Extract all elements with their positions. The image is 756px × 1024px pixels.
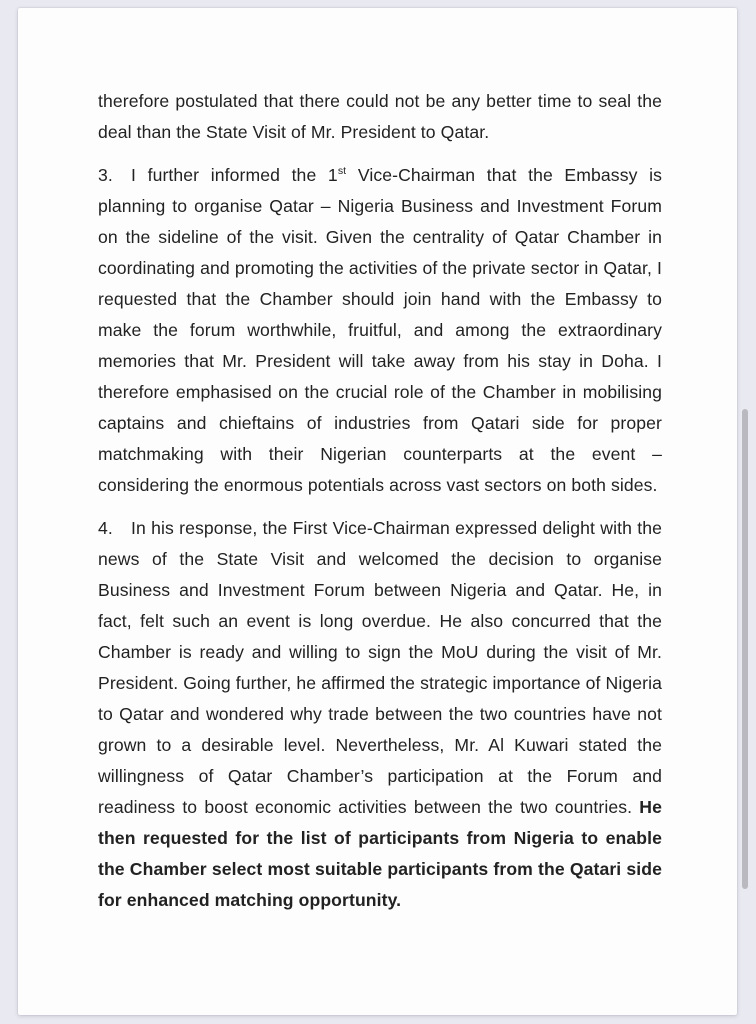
paragraph bbox=[98, 86, 662, 148]
text-segment: Vice-Chairman that the Embassy is planning to organise Qatar – Nigeria Business and Investment Forum on the sideline of the visit. Given the centrality of Qatar Chamber in coordinating and promoting the activities of the private sector in Qatar, I requested that the Chamber should join hand with the Embassy to make the forum worthwhile, fruitful, and among the extraordinary memories that Mr. President will take away from his stay in Doha. I therefore emphasised on the crucial role of the Chamber in mobilising captains and chieftains of industries from Qatari side for proper matchmaking with their Nigerian counterparts at the event – considering the enormous potentials across vast sectors on both sides. bbox=[98, 165, 662, 495]
document-page bbox=[18, 8, 737, 1015]
document-body bbox=[98, 86, 662, 916]
scrollbar-thumb[interactable] bbox=[742, 409, 748, 889]
paragraph-number: 3. bbox=[98, 165, 113, 185]
text-segment: In his response, the First Vice-Chairman expressed delight with the news of the State Visit and welcomed the decision to organise Business and Investment Forum between Nigeria and Qatar. He, in fact, felt such an event is long overdue. He also concurred that the Chamber is ready and willing to sign the MoU during the visit of Mr. President. Going further, he affirmed the strategic importance of Nigeria to Qatar and wondered why trade between the two countries have not grown to a desirable level. Nevertheless, Mr. Al Kuwari stated the willingness of Qatar Chamber’s participation at the Forum and readiness to boost economic activities between the two countries. bbox=[98, 518, 662, 817]
text-segment: I further informed the 1 bbox=[131, 165, 338, 185]
text-segment: therefore postulated that there could not be any better time to seal the deal than the State Visit of Mr. President to Qatar. bbox=[98, 91, 662, 142]
paragraph bbox=[98, 513, 662, 916]
text-segment: st bbox=[337, 165, 347, 178]
paragraph-number: 4. bbox=[98, 518, 113, 538]
text-segment: He then requested for the list of participants from Nigeria to enable the Chamber select most suitable participants from the Qatari side for enhanced matching opportunity. bbox=[98, 797, 662, 910]
paragraph bbox=[98, 160, 662, 501]
